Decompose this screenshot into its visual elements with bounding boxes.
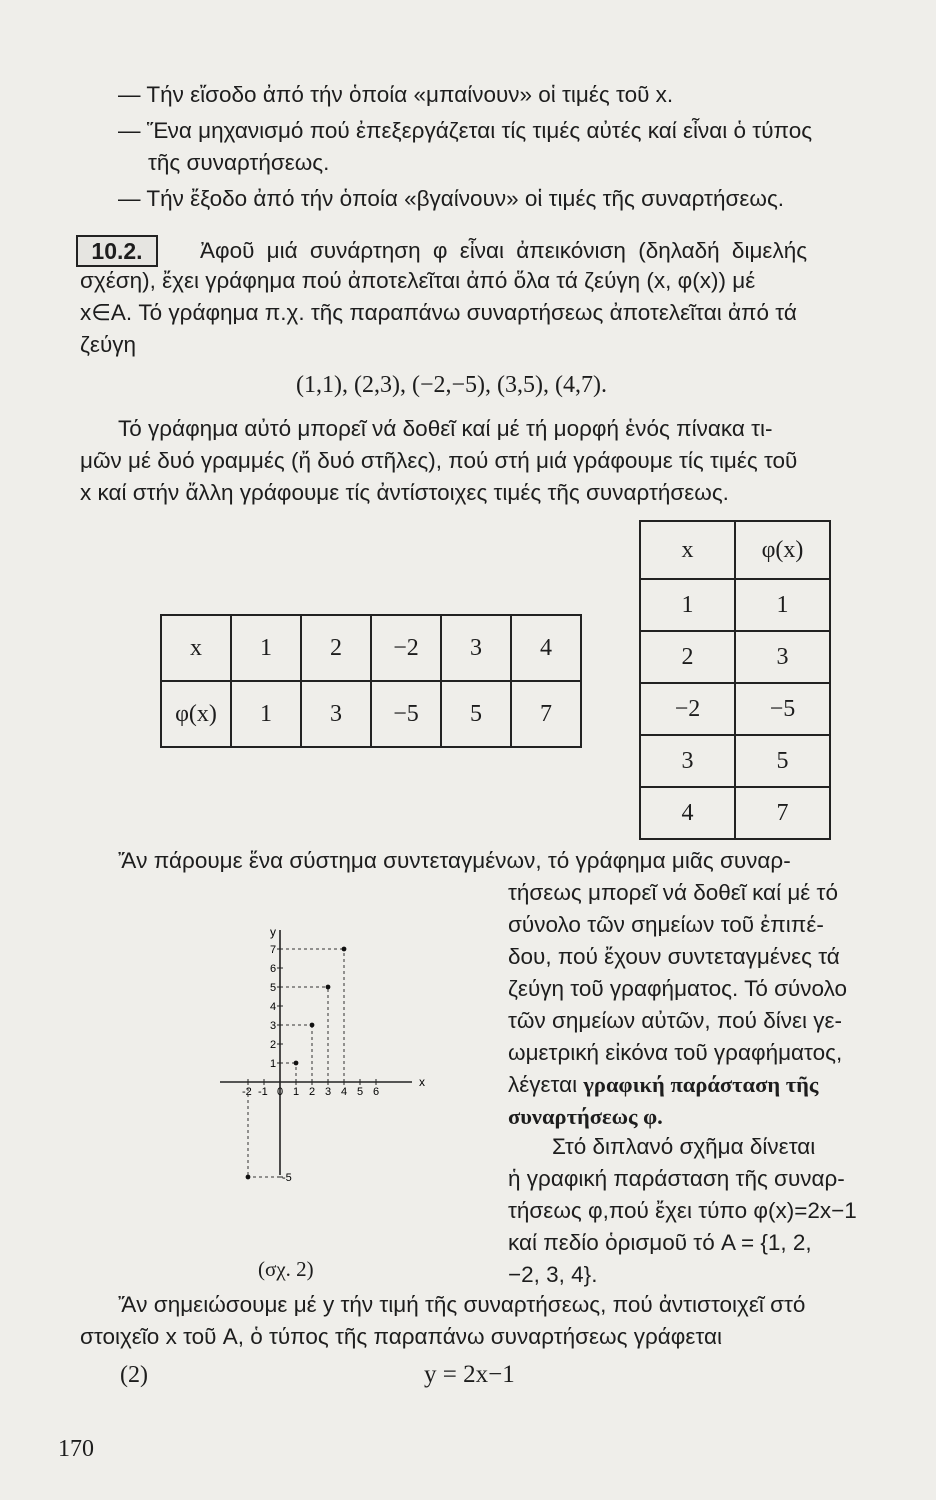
y-tick-label: 3	[270, 1020, 277, 1032]
bullet-mechanism: — Ἕνα μηχανισμό πού ἐπεξεργάζεται τίς τιμές αὐτές καί εἶναι ὁ τύπος	[118, 118, 813, 143]
x-tick-labels	[242, 1086, 379, 1098]
graph-para-first: Ἄν πάρουμε ἕνα σύστημα συντεταγμένων, τό γράφημα μιᾶς συναρ-	[118, 848, 791, 873]
table-cell: 2	[301, 615, 371, 681]
x-tick-label: 0	[277, 1086, 284, 1098]
table-cell: 3	[441, 615, 511, 681]
table-cell: 2	[640, 631, 735, 683]
graph-point	[342, 947, 347, 952]
function-graph	[220, 920, 450, 1200]
bullet-output: — Τήν ἔξοδο ἀπό τήν ὁποία «βγαίνουν» οἱ τιμές τῆς συναρτήσεως.	[118, 186, 785, 211]
y-tick-label: 4	[270, 1001, 277, 1013]
equation-number: (2)	[120, 1362, 148, 1388]
table-cell: −5	[371, 681, 441, 747]
graph-para-line: τήσεως μπορεῖ νά δοθεῖ καί μέ τό	[508, 880, 838, 905]
table-cell: 1	[735, 579, 830, 631]
table-row	[640, 521, 830, 579]
section-line-3: x∈A. Τό γράφημα π.χ. τῆς παραπάνω συναρτήσεως ἀποτελεῖται ἀπό τά	[80, 300, 797, 325]
graph-para-line: τῶν σημείων αὐτῶν, πού δίνει γε-	[508, 1008, 843, 1033]
table-cell: −5	[735, 683, 830, 735]
graph-para-line: −2, 3, 4}.	[508, 1262, 598, 1287]
table-cell: 4	[511, 615, 581, 681]
figure-caption: (σχ. 2)	[258, 1257, 314, 1281]
x-tick-label: 4	[341, 1086, 348, 1098]
x-axis-label: x	[419, 1075, 425, 1089]
graph-para-line: δου, πού ἔχουν συντεταγμένες τά	[508, 944, 840, 969]
bullet-mechanism-cont: τῆς συναρτήσεως.	[148, 150, 330, 175]
x-tick-label: -1	[258, 1086, 268, 1098]
graph-para-term-lead: λέγεται	[508, 1072, 578, 1097]
section-line-2: σχέση), ἔχει γράφημα πού ἀποτελεῖται ἀπό ὅλα τά ζεύγη (x, φ(x)) μέ	[80, 268, 756, 293]
x-tick-label: 1	[293, 1086, 300, 1098]
graph-para-line: καί πεδίο ὁρισμοῦ τό A = {1, 2,	[508, 1230, 812, 1255]
table-header-x: x	[161, 615, 231, 681]
values-table-horizontal	[160, 614, 582, 748]
table-cell: 7	[735, 787, 830, 839]
table-cell: 3	[640, 735, 735, 787]
x-tick-label: 2	[309, 1086, 316, 1098]
y-axis-label: y	[270, 925, 276, 939]
table-row	[640, 787, 830, 839]
graph-points	[246, 947, 347, 1180]
section-line-4: ζεύγη	[80, 332, 137, 357]
bold-term-of-function: συναρτήσεως φ.	[508, 1104, 663, 1129]
graph-para-line: τήσεως φ,πού ἔχει τύπο φ(x)=2x−1	[508, 1198, 857, 1223]
table-cell: 1	[640, 579, 735, 631]
table-row	[640, 631, 830, 683]
table-row	[640, 735, 830, 787]
table-cell: 1	[231, 681, 301, 747]
closing-line-2: στοιχεῖο x τοῦ A, ὁ τύπος τῆς παραπάνω συναρτήσεως γράφεται	[80, 1324, 722, 1349]
after-line-3: x καί στήν ἄλλη γράφουμε τίς ἀντίστοιχες τιμές τῆς συναρτήσεως.	[80, 480, 729, 505]
graph-point	[326, 985, 331, 990]
closing-line-1: Ἄν σημειώσουμε μέ y τήν τιμή τῆς συναρτήσεως, πού ἀντιστοιχεῖ στό	[118, 1292, 806, 1317]
table-cell: 3	[301, 681, 371, 747]
table-cell: −2	[640, 683, 735, 735]
after-line-1: Τό γράφημα αὐτό μπορεῖ νά δοθεῖ καί μέ τή μορφή ἑνός πίνακα τι-	[118, 416, 773, 441]
pairs-list: (1,1), (2,3), (−2,−5), (3,5), (4,7).	[296, 372, 607, 398]
y-tick-label: 6	[270, 963, 277, 975]
table-cell: 3	[735, 631, 830, 683]
values-table-vertical	[639, 520, 831, 840]
x-tick-label: -2	[242, 1086, 252, 1098]
y-tick-label: 5	[270, 982, 277, 994]
equation: y = 2x−1	[424, 1361, 515, 1388]
x-tick-label: 6	[373, 1086, 380, 1098]
table-row-x	[161, 615, 581, 681]
table-row	[640, 579, 830, 631]
bullet-input: — Τήν εἴσοδο ἀπό τήν ὁποία «μπαίνουν» οἱ τιμές τοῦ x.	[118, 82, 674, 107]
graph-para-line: σύνολο τῶν σημείων τοῦ ἐπιπέ-	[508, 912, 824, 937]
table-cell: 5	[441, 681, 511, 747]
graph-para-line: ωμετρική εἰκόνα τοῦ γραφήματος,	[508, 1040, 843, 1065]
table-row	[640, 683, 830, 735]
table-cell: 4	[640, 787, 735, 839]
graph-para-line: ἡ γραφική παράσταση τῆς συναρ-	[508, 1166, 845, 1191]
table-row-fx	[161, 681, 581, 747]
table-header-fx: φ(x)	[161, 681, 231, 747]
page-number: 170	[58, 1436, 94, 1462]
bold-term-graphical-representation: γραφική παράσταση τῆς	[583, 1072, 819, 1097]
table-cell: 5	[735, 735, 830, 787]
x-tick-label: 5	[357, 1086, 364, 1098]
table-header-fx: φ(x)	[735, 521, 830, 579]
y-tick-label: 7	[270, 944, 277, 956]
x-tick-label: 3	[325, 1086, 332, 1098]
graph-para-line: ζεύγη τοῦ γραφήματος. Τό σύνολο	[508, 976, 848, 1001]
graph-point	[294, 1061, 299, 1066]
y-tick-label: 2	[270, 1039, 277, 1051]
graph-para-line	[508, 1070, 818, 1100]
section-line-1: Ἀφοῦ μιά συνάρτηση φ εἶναι ἀπεικόνιση (δηλαδή διμελής	[200, 238, 808, 263]
graph-para-line: Στό διπλανό σχῆμα δίνεται	[552, 1134, 816, 1159]
graph-point	[310, 1023, 315, 1028]
table-cell: −2	[371, 615, 441, 681]
graph-point	[246, 1175, 251, 1180]
y-tick-label: 1	[270, 1058, 277, 1070]
table-cell: 7	[511, 681, 581, 747]
section-number: 10.2.	[76, 235, 158, 267]
table-cell: 1	[231, 615, 301, 681]
after-line-2: μῶν μέ δυό γραμμές (ἤ δυό στῆλες), πού στή μιά γράφουμε τίς τιμές τοῦ	[80, 448, 798, 473]
table-header-x: x	[640, 521, 735, 579]
y-tick-labels	[270, 944, 292, 1184]
y-tick-label: -5	[282, 1172, 292, 1184]
